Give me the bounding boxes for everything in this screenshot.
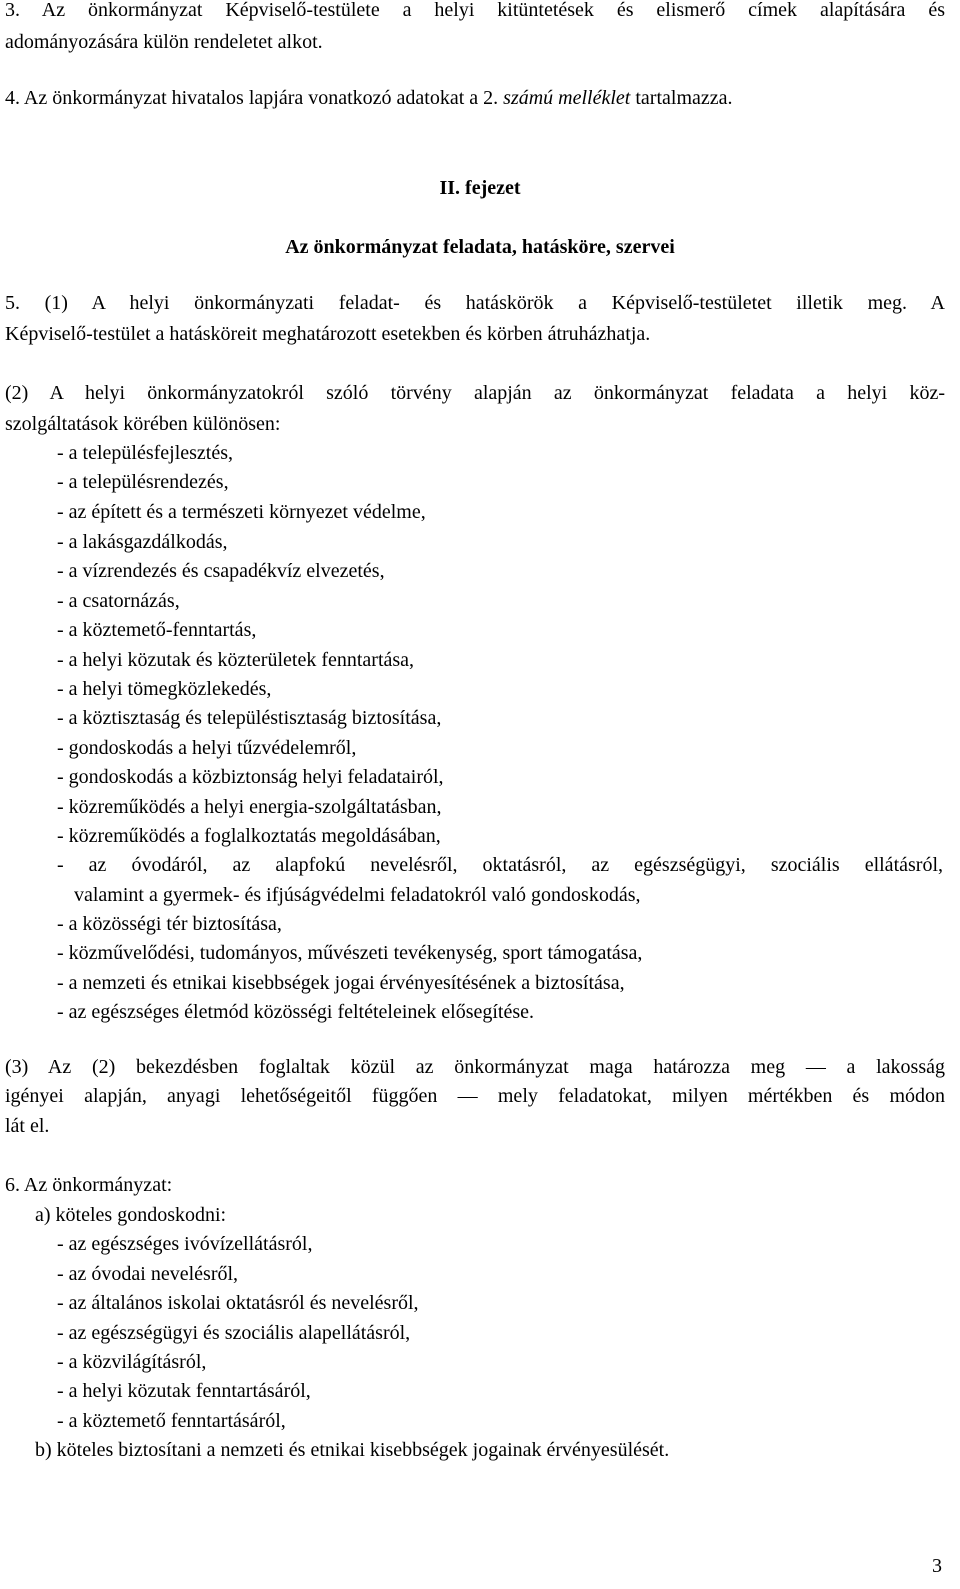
list-item-continuation: valamint a gyermek- és ifjúságvédelmi feladatokról való gondoskodás, <box>74 884 641 906</box>
chapter-title: Az önkormányzat feladata, hatásköre, szervei <box>285 236 675 258</box>
list-item: - közművelődési, tudományos, művészeti tevékenység, sport támogatása, <box>57 942 643 964</box>
section-5-p2-line-2: szolgáltatások körében különösen: <box>5 413 281 435</box>
paragraph-3-line-2: adományozására külön rendeletet alkot. <box>5 31 323 53</box>
section-5-p1-line-1: 5. (1) A helyi önkormányzati feladat- és hatáskörök a Képviselő-testületet illetik meg. A <box>5 292 945 314</box>
section-6-b-label: b) köteles biztosítani a nemzeti és etnikai kisebbségek jogainak érvényesülését. <box>35 1439 670 1461</box>
paragraph-4 <box>5 86 733 110</box>
list-item: - a helyi közutak és közterületek fenntartása, <box>57 649 415 671</box>
section-6-a-label: a) köteles gondoskodni: <box>35 1204 227 1226</box>
list-item: - a köztemető fenntartásáról, <box>57 1410 286 1432</box>
list-item: - a közösségi tér biztosítása, <box>57 913 282 935</box>
list-item: - a közvilágításról, <box>57 1351 207 1373</box>
list-item: - a településrendezés, <box>57 471 229 493</box>
chapter-number: II. fejezet <box>439 177 521 199</box>
list-item: - a köztemető-fenntartás, <box>57 619 257 641</box>
section-5-p3-line-3: lát el. <box>5 1115 50 1137</box>
list-item: - az óvodáról, az alapfokú nevelésről, oktatásról, az egészségügyi, szociális ellátásról, <box>57 854 943 876</box>
list-item: - az általános iskolai oktatásról és nevelésről, <box>57 1292 419 1314</box>
list-item: - a helyi tömegközlekedés, <box>57 678 272 700</box>
paragraph-3-line-1: 3. Az önkormányzat Képviselő-testülete a helyi kitüntetések és elismerő címek alapítására és <box>5 0 945 21</box>
list-item: - gondoskodás a helyi tűzvédelemről, <box>57 737 357 759</box>
page-number: 3 <box>932 1555 942 1577</box>
annex-reference: számú melléklet <box>503 87 631 109</box>
list-item: - a vízrendezés és csapadékvíz elvezetés, <box>57 560 385 582</box>
list-item: - a helyi közutak fenntartásáról, <box>57 1380 311 1402</box>
section-5-p2-line-1: (2) A helyi önkormányzatokról szóló törvény alapján az önkormányzat feladata a helyi köz- <box>5 382 945 404</box>
section-6-heading: 6. Az önkormányzat: <box>5 1174 173 1196</box>
section-5-p3-line-2: igényei alapján, anyagi lehetőségeitől függően — mely feladatokat, milyen mértékben és módon <box>5 1085 945 1107</box>
list-item: - az egészségügyi és szociális alapellátásról, <box>57 1322 411 1344</box>
list-item: - a lakásgazdálkodás, <box>57 531 228 553</box>
list-item: - gondoskodás a közbiztonság helyi feladatairól, <box>57 766 444 788</box>
list-item: - a nemzeti és etnikai kisebbségek jogai érvényesítésének a biztosítása, <box>57 972 625 994</box>
paragraph-4-suffix: tartalmazza. <box>630 87 733 109</box>
paragraph-4-text: 4. Az önkormányzat hivatalos lapjára vonatkozó adatokat a 2. <box>5 87 504 109</box>
list-item: - közreműködés a helyi energia-szolgáltatásban, <box>57 796 442 818</box>
section-5-p1-line-2: Képviselő-testület a hatásköreit meghatározott esetekben és körben átruházhatja. <box>5 323 651 345</box>
section-5-p3-line-1: (3) Az (2) bekezdésben foglaltak közül az önkormányzat maga határozza meg — a lakosság <box>5 1056 945 1078</box>
list-item: - közreműködés a foglalkoztatás megoldásában, <box>57 825 441 847</box>
list-item: - az egészséges ivóvízellátásról, <box>57 1233 313 1255</box>
list-item: - a köztisztaság és településtisztaság biztosítása, <box>57 707 442 729</box>
list-item: - az óvodai nevelésről, <box>57 1263 239 1285</box>
list-item: - az épített és a természeti környezet védelme, <box>57 501 426 523</box>
list-item: - a településfejlesztés, <box>57 442 234 464</box>
list-item: - a csatornázás, <box>57 590 180 612</box>
list-item: - az egészséges életmód közösségi feltételeinek elősegítése. <box>57 1001 535 1023</box>
